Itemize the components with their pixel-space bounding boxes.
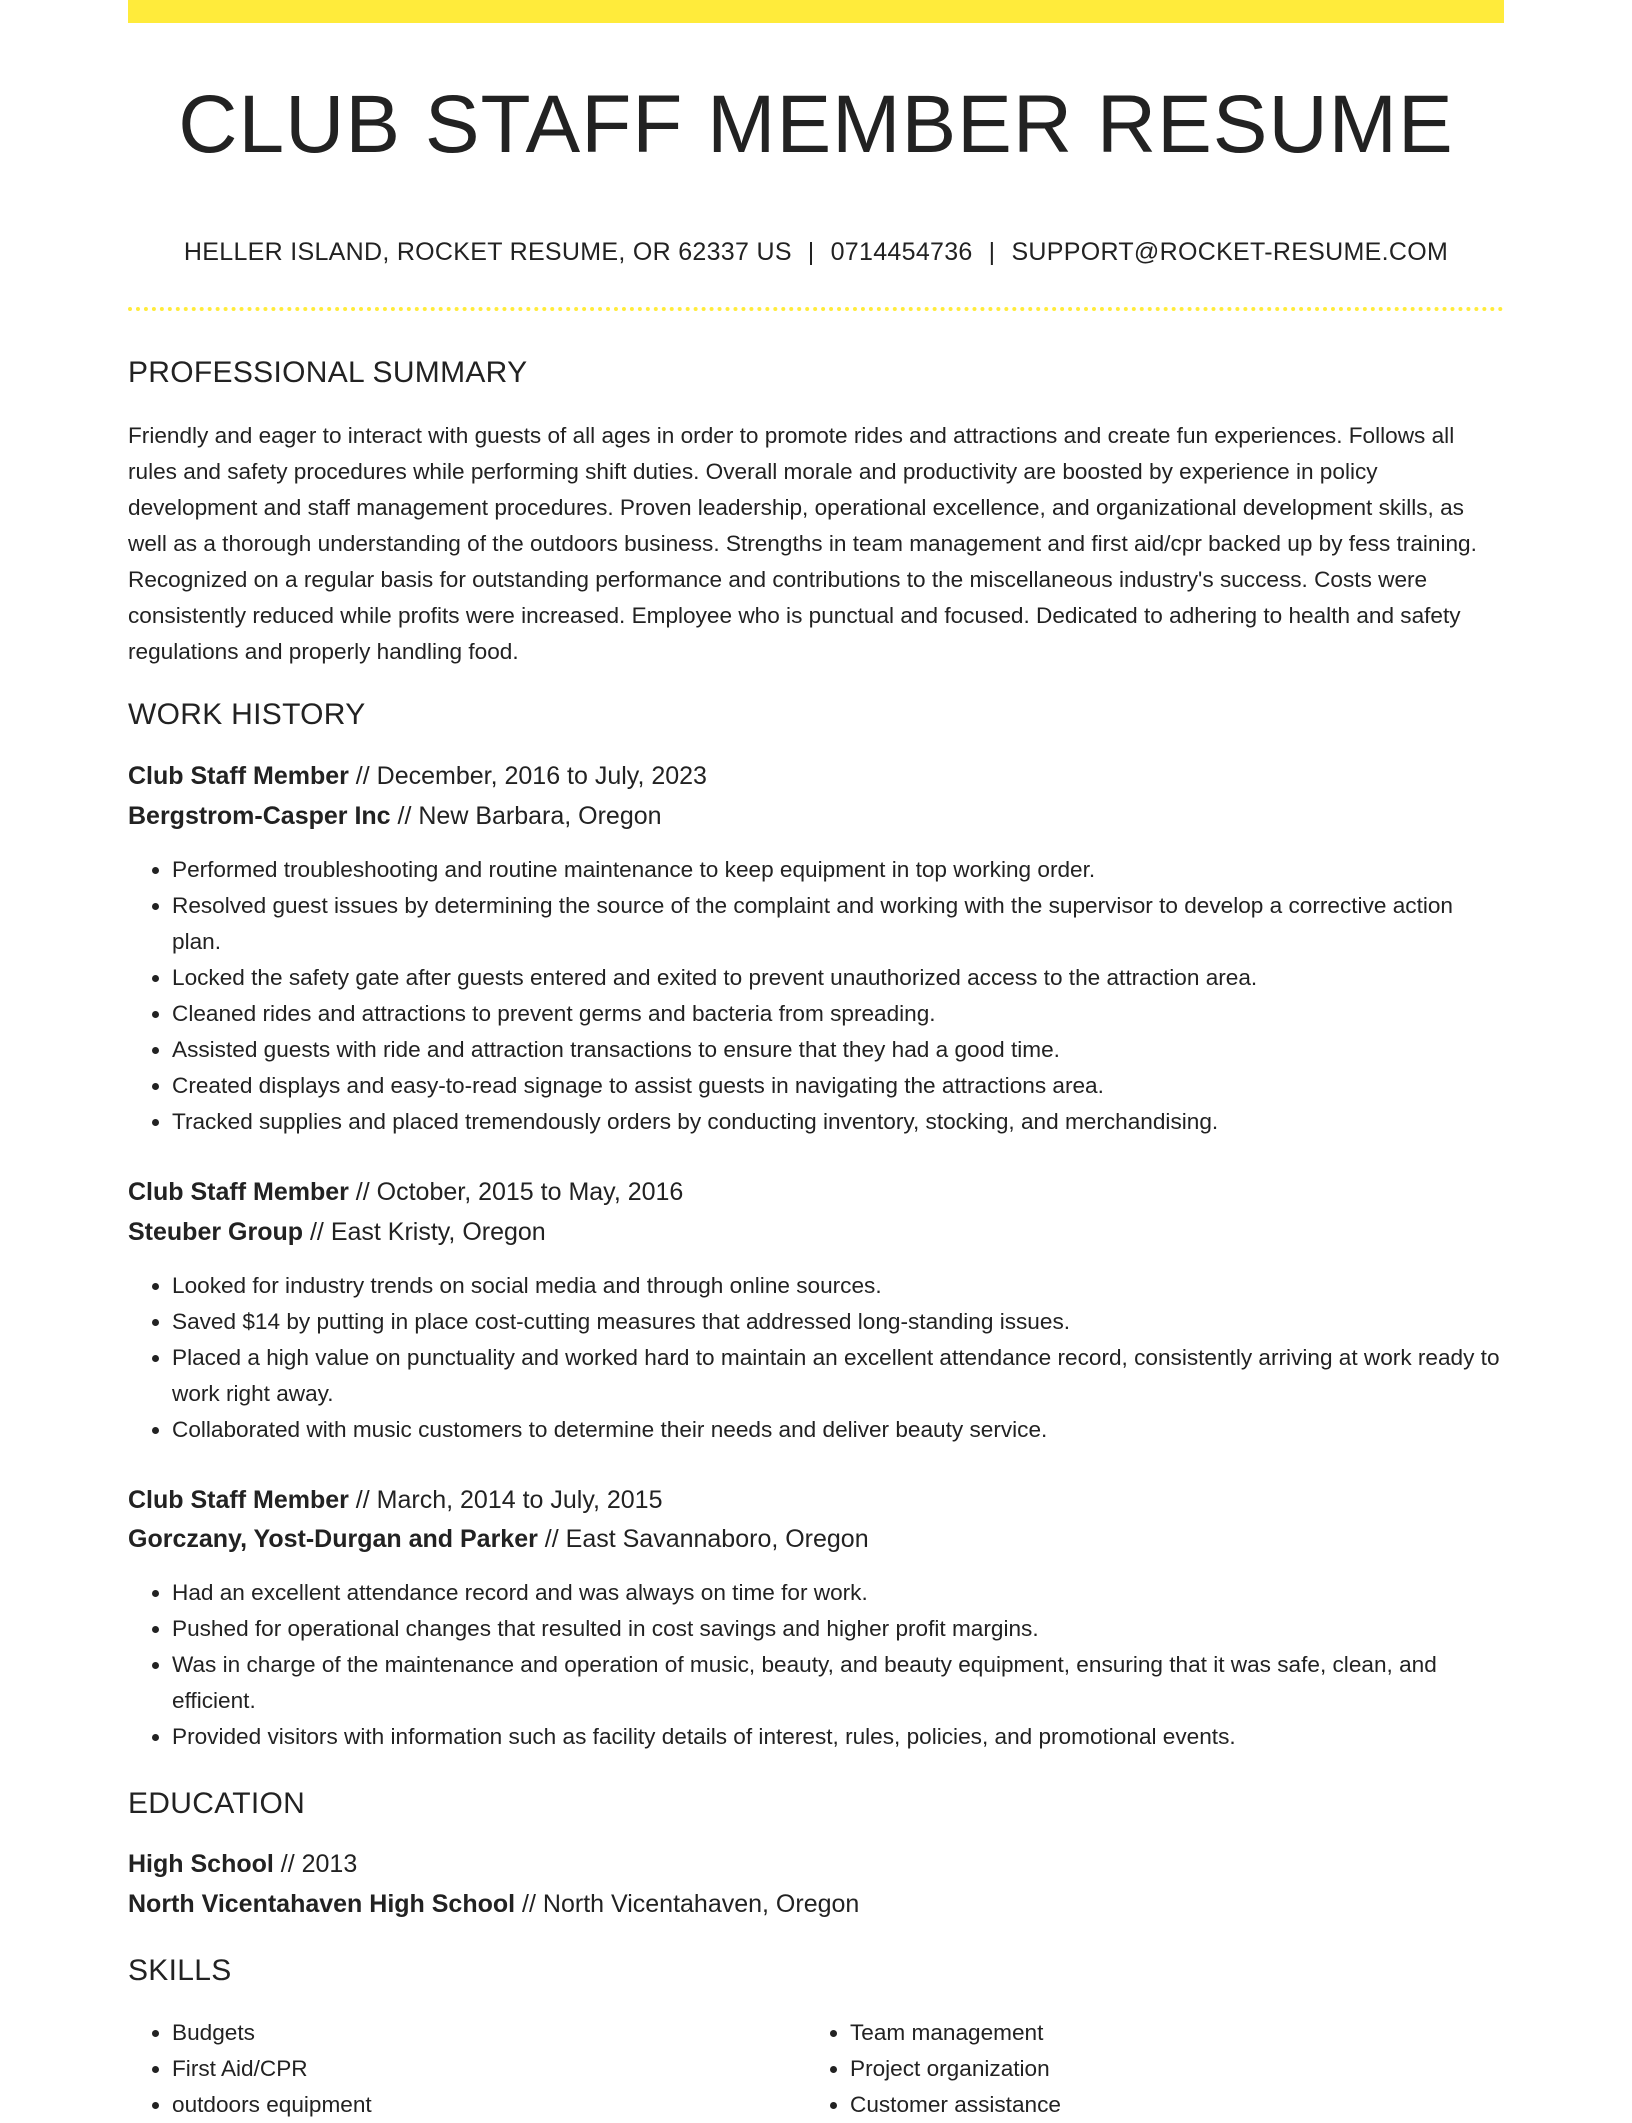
skill-item: • Budgets <box>172 2015 792 2051</box>
skill-item: • Team management <box>850 2015 1470 2051</box>
list-item: • Assisted guests with ride and attraction transactions to ensure that they had a good time. <box>172 1032 1504 1068</box>
job-company: Gorczany, Yost-Durgan and Parker <box>128 1525 538 1553</box>
skill-item: • First Aid/CPR <box>172 2051 792 2087</box>
list-item: • Collaborated with music customers to determine their needs and deliver beauty service. <box>172 1412 1504 1448</box>
job-title-line <box>128 762 707 791</box>
job-dates: December, 2016 to July, 2023 <box>376 762 707 790</box>
list-item: • Tracked supplies and placed tremendously orders by conducting inventory, stocking, and merchandising. <box>172 1104 1504 1140</box>
job-title-line <box>128 1178 683 1207</box>
separator: // <box>348 762 377 790</box>
separator: // <box>348 1486 377 1514</box>
list-item: • Provided visitors with information such as facility details of interest, rules, policies, and promotional events. <box>172 1719 1504 1755</box>
job-duties-list <box>128 1575 1504 1755</box>
list-item: • Pushed for operational changes that resulted in cost savings and higher profit margins. <box>172 1611 1504 1647</box>
list-item: • Placed a high value on punctuality and worked hard to maintain an excellent attendance record, consistently arriving at work ready to work right away. <box>172 1340 1504 1412</box>
contact-email: SUPPORT@ROCKET-RESUME.COM <box>1011 238 1449 266</box>
list-item: • Cleaned rides and attractions to prevent germs and bacteria from spreading. <box>172 996 1504 1032</box>
job-title: Club Staff Member <box>128 762 349 790</box>
list-item: • Locked the safety gate after guests entered and exited to prevent unauthorized access to the attraction area. <box>172 960 1504 996</box>
contact-phone: 0714454736 <box>830 238 973 266</box>
list-item: • Created displays and easy-to-read signage to assist guests in navigating the attractions area. <box>172 1068 1504 1104</box>
education-heading: EDUCATION <box>128 1787 306 1820</box>
accent-top-bar <box>128 0 1504 23</box>
job-company-line <box>128 1218 546 1247</box>
job-title: Club Staff Member <box>128 1486 349 1514</box>
job-company: Bergstrom-Casper Inc <box>128 802 391 830</box>
job-duties-list <box>128 1268 1504 1448</box>
education-school-line <box>128 1890 859 1919</box>
job-duties-list <box>128 852 1504 1140</box>
education-degree-line <box>128 1850 357 1879</box>
job-company-line <box>128 1525 869 1554</box>
skills-heading: SKILLS <box>128 1954 232 1987</box>
job-location: East Kristy, Oregon <box>330 1218 546 1246</box>
list-item: • Resolved guest issues by determining the source of the complaint and working with the supervisor to develop a corrective action plan. <box>172 888 1504 960</box>
summary-text: Friendly and eager to interact with guests of all ages in order to promote rides and attractions and create fun experiences. Follows all rules and safety procedures while performing shift duties. Overall morale and productivity are boosted by experience in policy development and staff management procedures. Proven leadership, operational excellence, and organizational development skills, as well as a thorough understanding of the outdoors business. Strengths in team management and first aid/cpr backed up by fess training. Recognized on a regular basis for outstanding performance and contributions to the miscellaneous industry's success. Costs were consistently reduced while profits were increased. Employee who is punctual and focused. Dedicated to adhering to health and safety regulations and properly handling food. <box>128 423 1477 664</box>
job-dates: March, 2014 to July, 2015 <box>376 1486 663 1514</box>
contact-line <box>128 238 1504 267</box>
contact-address: HELLER ISLAND, ROCKET RESUME, OR 62337 US <box>183 238 792 266</box>
job-location: New Barbara, Oregon <box>418 802 662 830</box>
job-company-line <box>128 802 662 831</box>
contact-separator: | <box>807 238 815 266</box>
skill-item: • Customer assistance <box>850 2087 1470 2123</box>
list-item: • Looked for industry trends on social media and through online sources. <box>172 1268 1504 1304</box>
resume-title: CLUB STAFF MEMBER RESUME <box>178 79 1454 170</box>
list-item: • Was in charge of the maintenance and operation of music, beauty, and beauty equipment, ensuring that it was safe, clean, and efficient. <box>172 1647 1504 1719</box>
summary-heading: PROFESSIONAL SUMMARY <box>128 356 528 389</box>
education-location: North Vicentahaven, Oregon <box>542 1890 860 1918</box>
work-history-heading: WORK HISTORY <box>128 698 366 731</box>
education-year: 2013 <box>301 1850 358 1878</box>
separator: // <box>537 1525 566 1553</box>
skills-list-left <box>128 2015 792 2123</box>
separator: // <box>303 1218 331 1246</box>
list-item: • Had an excellent attendance record and was always on time for work. <box>172 1575 1504 1611</box>
list-item: • Saved $14 by putting in place cost-cutting measures that addressed long-standing issues. <box>172 1304 1504 1340</box>
education-degree: High School <box>128 1850 274 1878</box>
job-location: East Savannaboro, Oregon <box>565 1525 869 1553</box>
skill-item: • outdoors equipment <box>172 2087 792 2123</box>
separator: // <box>273 1850 302 1878</box>
job-company: Steuber Group <box>128 1218 304 1246</box>
job-title-line <box>128 1486 662 1515</box>
list-item: • Performed troubleshooting and routine maintenance to keep equipment in top working order. <box>172 852 1504 888</box>
job-title: Club Staff Member <box>128 1178 349 1206</box>
dotted-divider <box>128 307 1504 311</box>
separator: // <box>348 1178 377 1206</box>
job-dates: October, 2015 to May, 2016 <box>376 1178 684 1206</box>
contact-separator: | <box>988 238 996 266</box>
separator: // <box>515 1890 543 1918</box>
skill-item: • Project organization <box>850 2051 1470 2087</box>
skills-list-right <box>806 2015 1470 2123</box>
separator: // <box>390 802 419 830</box>
education-school: North Vicentahaven High School <box>128 1890 516 1918</box>
